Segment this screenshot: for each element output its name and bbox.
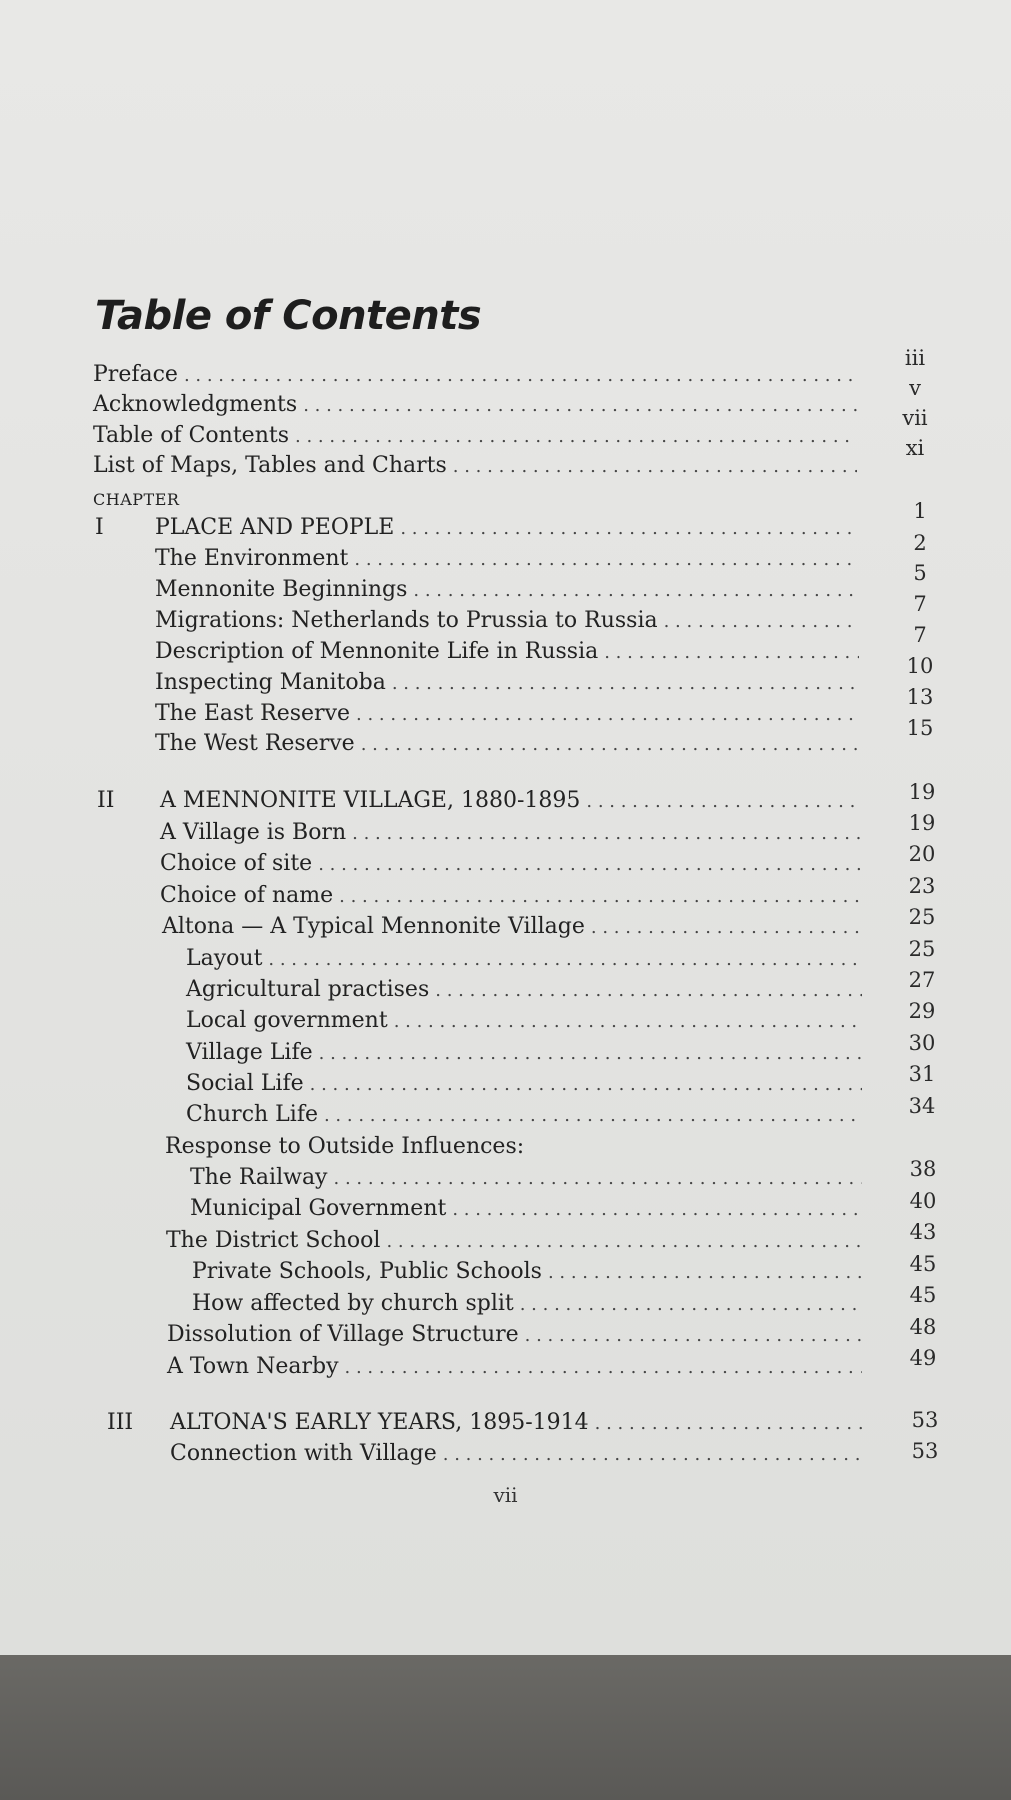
leader-dots: [318, 850, 862, 880]
leader-dots: [268, 945, 862, 975]
leader-dots: [356, 700, 859, 730]
toc-page-number: vii: [902, 406, 928, 430]
toc-page-number: 48: [909, 1315, 937, 1339]
page-title: Table of Contents: [95, 293, 482, 339]
toc-entry-label: Social Life: [186, 1071, 304, 1096]
toc-entry-label: Mennonite Beginnings: [155, 577, 408, 602]
leader-dots: [303, 391, 857, 421]
leader-dots: [604, 638, 859, 668]
leader-dots: [591, 913, 862, 943]
toc-page-number: 53: [911, 1439, 939, 1463]
toc-entry-label: Layout: [186, 946, 263, 971]
toc-entry: [190, 1163, 868, 1193]
toc-entry-label: Private Schools, Public Schools: [192, 1259, 542, 1284]
toc-page-number: 7: [913, 623, 927, 647]
toc-entry-label: Acknowledgments: [93, 392, 298, 417]
toc-entry-label: Migrations: Netherlands to Prussia to Russia: [155, 608, 658, 633]
toc-entry-label: How affected by church split: [192, 1291, 514, 1316]
toc-page-number: 53: [911, 1408, 939, 1432]
toc-entry: [155, 575, 865, 605]
toc-page-number: 43: [909, 1220, 937, 1244]
toc-page-number: 23: [908, 874, 936, 898]
leader-dots: [548, 1258, 862, 1288]
toc-entry-label: The Environment: [155, 546, 349, 571]
leader-dots: [664, 607, 859, 637]
toc-entry-label: Altona — A Typical Mennonite Village: [162, 914, 585, 939]
leader-dots: [586, 787, 862, 817]
leader-dots: [184, 361, 857, 391]
toc-entry-label: Church Life: [186, 1102, 318, 1127]
leader-dots: [334, 1164, 863, 1194]
toc-page-number: iii: [904, 346, 926, 370]
toc-page-number: 15: [906, 716, 934, 740]
toc-entry: [170, 1408, 870, 1438]
toc-page-number: 19: [908, 780, 936, 804]
leader-dots: [452, 1195, 862, 1225]
toc-entry-label: Agricultural practises: [186, 977, 430, 1002]
toc-page-number: 27: [908, 968, 936, 992]
toc-entry-label: ALTONA'S EARLY YEARS, 1895-1914: [170, 1410, 589, 1435]
toc-entry-label: List of Maps, Tables and Charts: [93, 453, 447, 478]
chapter-heading: CHAPTER: [93, 490, 180, 509]
page-folio: vii: [493, 1483, 518, 1507]
toc-entry: [155, 513, 865, 543]
toc-entry-label: Choice of name: [160, 883, 334, 908]
toc-entry-label: Inspecting Manitoba: [155, 670, 386, 695]
toc-page-number: 5: [913, 561, 927, 585]
leader-dots: [319, 1039, 862, 1069]
toc-entry: [160, 818, 868, 848]
toc-entry: [93, 360, 863, 390]
toc-entry-label: Preface: [93, 362, 178, 387]
toc-entry: [160, 881, 868, 911]
toc-entry: [155, 699, 865, 729]
toc-entry-label: The Railway: [190, 1165, 328, 1190]
toc-entry: [160, 849, 868, 879]
toc-entry: [170, 1439, 870, 1469]
toc-entry-label: A Town Nearby: [167, 1354, 339, 1379]
leader-dots: [324, 1101, 862, 1131]
leader-dots: [352, 819, 862, 849]
toc-entry: [167, 1320, 868, 1350]
leader-dots: [392, 669, 859, 699]
toc-page-number: 13: [906, 685, 934, 709]
leader-dots: [435, 976, 862, 1006]
toc-entry: [155, 668, 865, 698]
toc-page-number: 7: [913, 592, 927, 616]
leader-dots: [453, 452, 857, 482]
toc-entry-label: Dissolution of Village Structure: [167, 1322, 519, 1347]
toc-entry-label: Response to Outside Influences:: [165, 1134, 525, 1159]
toc-entry: [186, 1069, 868, 1099]
leader-dots: [361, 730, 859, 760]
toc-page-number: 49: [909, 1346, 937, 1370]
toc-entry: [155, 606, 865, 636]
leader-dots: [413, 576, 859, 606]
chapter-numeral: II: [97, 788, 115, 813]
leader-dots: [354, 545, 859, 575]
toc-entry-label: Choice of site: [160, 851, 313, 876]
toc-entry: [93, 390, 863, 420]
toc-entry-label: Connection with Village: [170, 1441, 437, 1466]
toc-entry-label: The District School: [166, 1228, 381, 1253]
toc-entry-label: The East Reserve: [155, 701, 351, 726]
toc-entry-label: Local government: [186, 1008, 388, 1033]
toc-entry: [155, 729, 865, 759]
leader-dots: [595, 1409, 864, 1439]
leader-dots: [394, 1007, 862, 1037]
toc-page-number: 19: [908, 811, 936, 835]
toc-entry: [186, 975, 868, 1005]
toc-entry: [192, 1289, 868, 1319]
toc-page-number: xi: [905, 436, 925, 460]
toc-entry: [186, 1100, 868, 1130]
toc-page-number: v: [909, 376, 921, 400]
toc-entry: [162, 912, 868, 942]
toc-entry-label: Table of Contents: [93, 423, 290, 448]
chapter-numeral: III: [107, 1410, 134, 1435]
leader-dots: [525, 1321, 862, 1351]
toc-entry: [190, 1194, 868, 1224]
toc-entry-label: Village Life: [186, 1040, 313, 1065]
toc-entry-label: The West Reserve: [155, 731, 355, 756]
toc-page-number: 40: [909, 1189, 937, 1213]
toc-page-number: 34: [908, 1094, 936, 1118]
toc-page-number: 45: [909, 1283, 937, 1307]
toc-page-number: 31: [908, 1062, 936, 1086]
toc-page-number: 45: [909, 1252, 937, 1276]
toc-page-number: 29: [908, 999, 936, 1023]
leader-dots: [310, 1070, 862, 1100]
toc-entry-label: Description of Mennonite Life in Russia: [155, 639, 599, 664]
toc-entry: [93, 451, 863, 481]
toc-page-number: 1: [913, 499, 927, 523]
toc-entry: [186, 944, 868, 974]
toc-page-number: 25: [908, 905, 936, 929]
toc-entry-label: A Village is Born: [160, 820, 347, 845]
toc-entry-label: PLACE AND PEOPLE: [155, 515, 395, 540]
toc-entry: [93, 421, 863, 451]
toc-entry: [155, 637, 865, 667]
leader-dots: [520, 1290, 862, 1320]
leader-dots: [443, 1440, 864, 1470]
leader-dots: [295, 422, 857, 452]
toc-entry: [160, 786, 868, 816]
toc-entry: [165, 1132, 868, 1162]
toc-page-number: 2: [913, 531, 927, 555]
toc-entry: [167, 1352, 868, 1382]
toc-entry-label: Municipal Government: [190, 1196, 447, 1221]
leader-dots: [400, 514, 859, 544]
chapter-numeral: I: [95, 515, 104, 540]
toc-page-number: 20: [908, 842, 936, 866]
leader-dots: [345, 1353, 863, 1383]
leader-dots: [339, 882, 862, 912]
background-surface: [0, 1655, 1011, 1800]
toc-entry-label: A MENNONITE VILLAGE, 1880-1895: [160, 788, 581, 813]
toc-entry: [186, 1006, 868, 1036]
toc-entry: [192, 1257, 868, 1287]
toc-entry: [155, 544, 865, 574]
toc-page-number: 38: [909, 1157, 937, 1181]
leader-dots: [386, 1227, 862, 1257]
toc-entry: [186, 1038, 868, 1068]
toc-page-number: 25: [908, 937, 936, 961]
toc-page-number: 10: [906, 654, 934, 678]
toc-entry: [166, 1226, 868, 1256]
toc-page-number: 30: [908, 1031, 936, 1055]
